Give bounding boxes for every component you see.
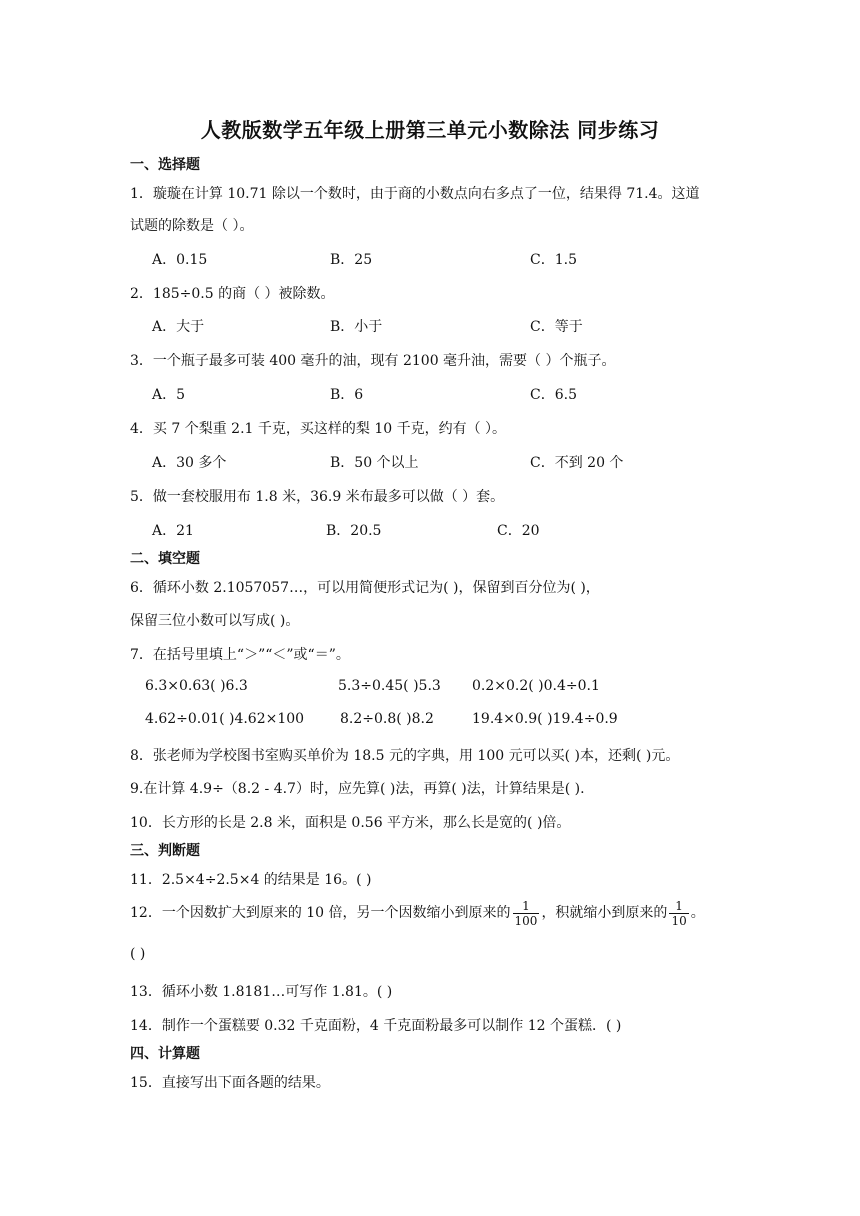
- q2-text: 2．185÷0.5 的商（ ）被除数。: [130, 286, 335, 302]
- q1-text-line2: 试题的除数是（ ）。: [130, 218, 254, 234]
- q7-item-6: 19.4×0.9( )19.4÷0.9: [472, 711, 618, 727]
- q12-text: [130, 898, 705, 928]
- q5-option-c: C．20: [497, 523, 540, 539]
- q8-text: 8．张老师为学校图书室购买单价为 18.5 元的字典，用 100 元可以买( )本，还剩( )元。: [130, 748, 680, 764]
- page-title: 人教版数学五年级上册第三单元小数除法 同步练习: [200, 118, 660, 142]
- q3-option-a: A．5: [152, 387, 186, 403]
- fraction-denominator: 100: [514, 913, 538, 928]
- q5-option-a: A．21: [152, 523, 194, 539]
- q15-text: 15．直接写出下面各题的结果。: [130, 1075, 330, 1091]
- fraction-one-tenth: [669, 899, 688, 928]
- section-heading-judge: 三、判断题: [130, 843, 200, 859]
- q6-text-line2: 保留三位小数可以写成( )。: [130, 613, 300, 629]
- q11-text: 11．2.5×4÷2.5×4 的结果是 16。( ): [130, 872, 372, 888]
- q13-text: 13．循环小数 1.8181…可写作 1.81。( ): [130, 984, 393, 1000]
- q1-option-a: A．0.15: [152, 252, 208, 268]
- q2-option-c: C．等于: [530, 319, 583, 335]
- q6-text-line1: 6．循环小数 2.1057057…，可以用简便形式记为( )，保留到百分位为( )，: [130, 580, 600, 596]
- q7-text: 7．在括号里填上“＞”“＜”或“＝”。: [130, 647, 350, 663]
- q4-option-b: B．50 个以上: [330, 455, 419, 471]
- section-heading-calc: 四、计算题: [130, 1046, 200, 1062]
- q2-option-a: A．大于: [152, 319, 205, 335]
- q7-item-2: 5.3÷0.45( )5.3: [338, 678, 441, 694]
- q2-option-b: B．小于: [330, 319, 383, 335]
- q5-text: 5．做一套校服用布 1.8 米，36.9 米布最多可以做（ ）套。: [130, 489, 505, 505]
- fraction-numerator: 1: [669, 899, 688, 914]
- q14-text: 14．制作一个蛋糕要 0.32 千克面粉，4 千克面粉最多可以制作 12 个蛋糕．( ): [130, 1018, 622, 1034]
- q12-part3: 。: [690, 905, 705, 921]
- section-heading-choice: 一、选择题: [130, 157, 200, 173]
- q3-option-c: C．6.5: [530, 387, 577, 403]
- fraction-numerator: 1: [513, 899, 540, 914]
- q12-answer-blank: ( ): [130, 946, 146, 962]
- fraction-denominator: 10: [671, 913, 687, 928]
- q3-option-b: B．6: [330, 387, 364, 403]
- q1-option-b: B．25: [330, 252, 373, 268]
- q7-item-5: 8.2÷0.8( )8.2: [340, 711, 434, 727]
- q1-option-c: C．1.5: [530, 252, 577, 268]
- q12-part1: 12．一个因数扩大到原来的 10 倍，另一个因数缩小到原来的: [130, 905, 511, 921]
- q7-item-4: 4.62÷0.01( )4.62×100: [145, 711, 305, 727]
- fraction-one-hundredth: [513, 899, 540, 928]
- q10-text: 10．长方形的长是 2.8 米，面积是 0.56 平方米，那么长是宽的( )倍。: [130, 815, 571, 831]
- q7-item-3: 0.2×0.2( )0.4÷0.1: [472, 678, 600, 694]
- q7-item-1: 6.3×0.63( )6.3: [145, 678, 248, 694]
- section-heading-fill: 二、填空题: [130, 551, 200, 567]
- q5-option-b: B．20.5: [326, 523, 382, 539]
- q4-option-a: A．30 多个: [152, 455, 227, 471]
- q12-part2: ，积就缩小到原来的: [541, 905, 668, 921]
- q9-text: 9.在计算 4.9÷（8.2 - 4.7）时，应先算( )法，再算( )法，计算结果是( ).: [130, 781, 585, 797]
- q4-option-c: C．不到 20 个: [530, 455, 624, 471]
- q3-text: 3．一个瓶子最多可装 400 毫升的油，现有 2100 毫升油，需要（ ）个瓶子。: [130, 353, 616, 369]
- q1-text-line1: 1．璇璇在计算 10.71 除以一个数时，由于商的小数点向右多点了一位，结果得 71.4。这道: [130, 186, 700, 202]
- q4-text: 4．买 7 个梨重 2.1 千克，买这样的梨 10 千克，约有（ ）。: [130, 421, 507, 437]
